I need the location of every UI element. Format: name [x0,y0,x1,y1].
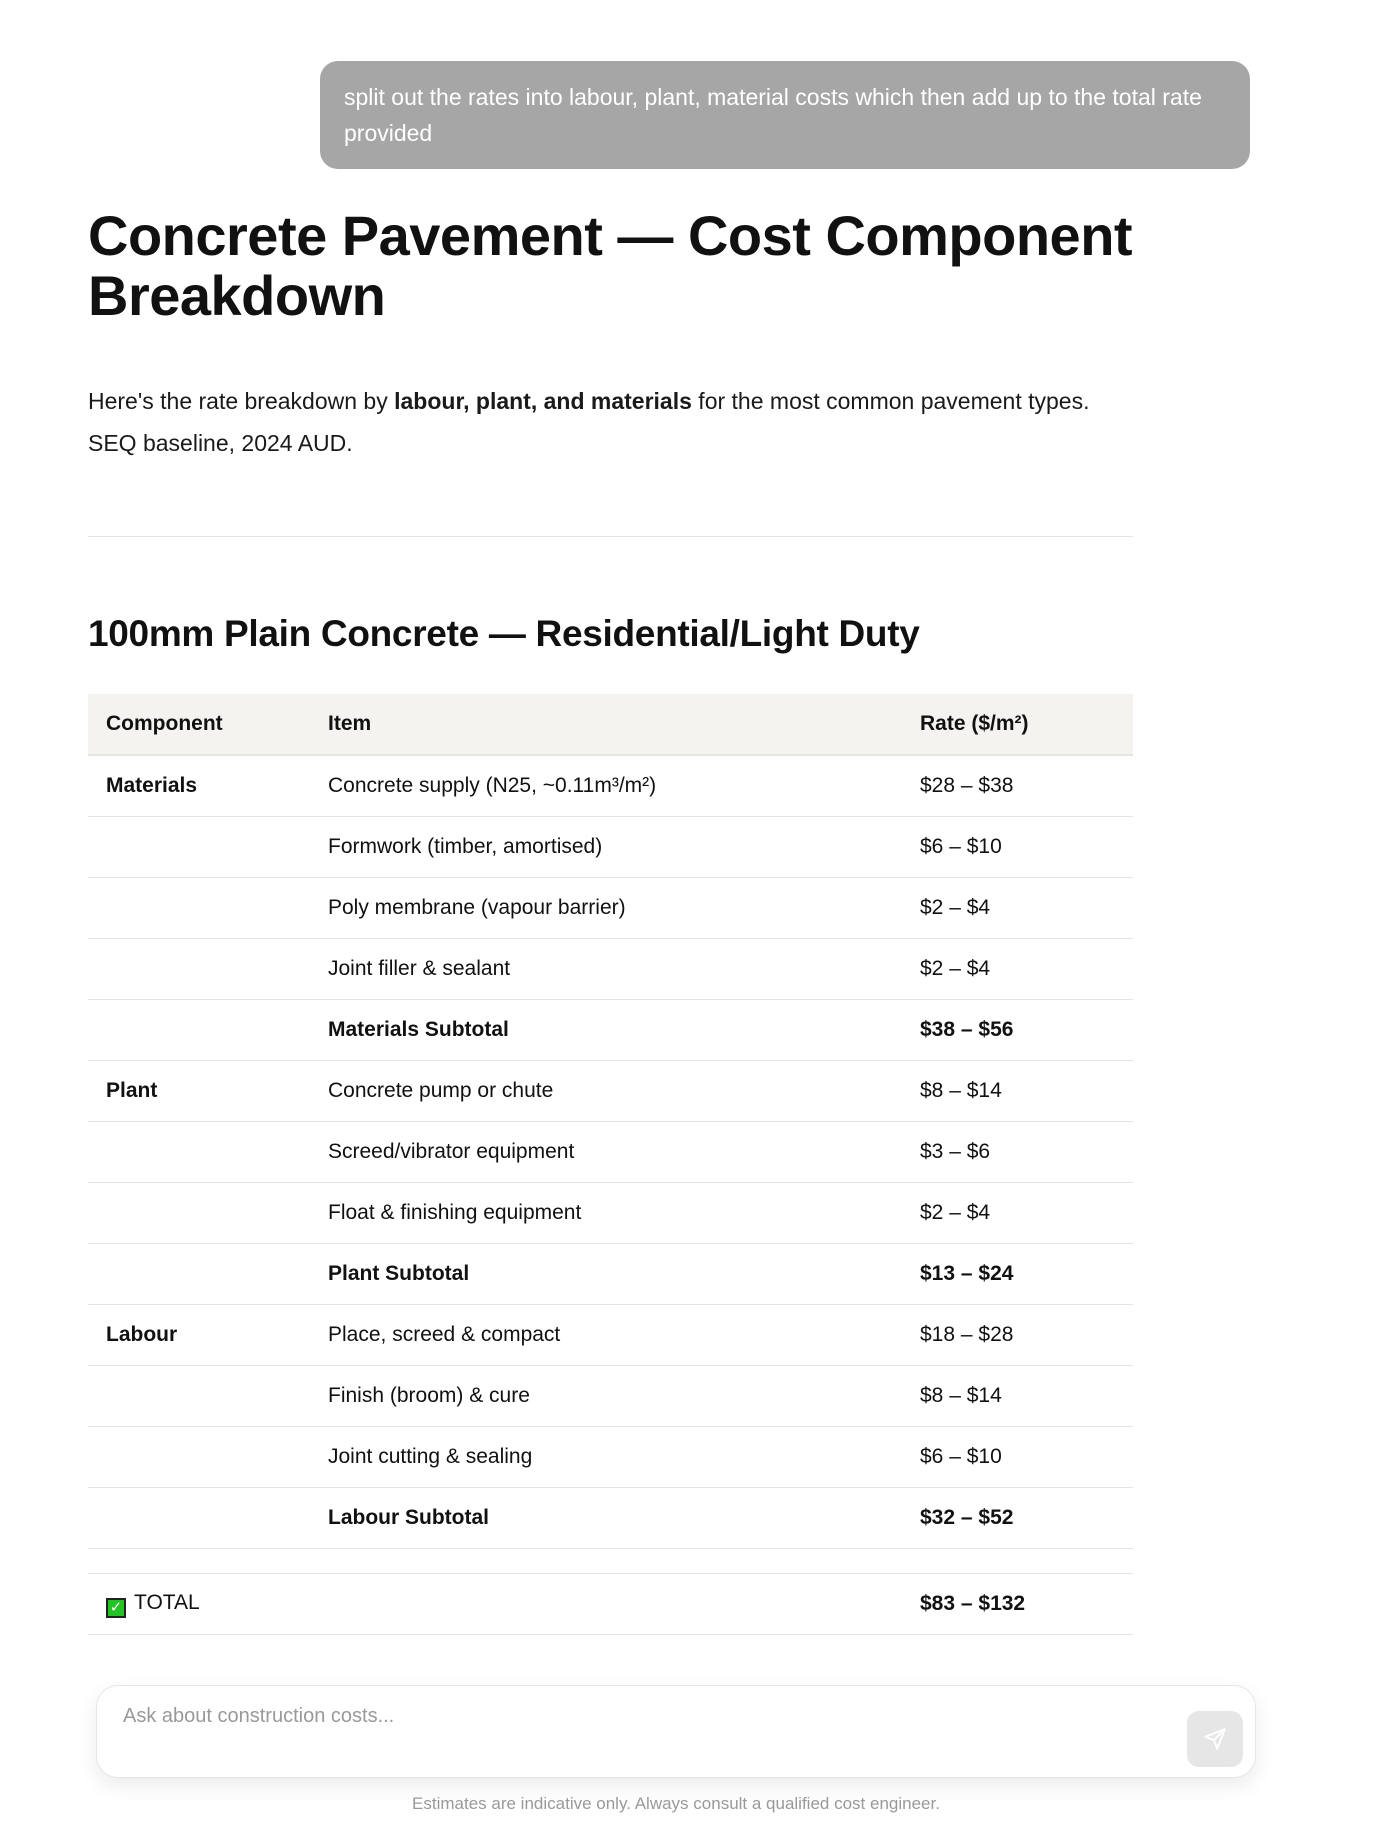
component-cell [88,1427,328,1488]
spacer-row [88,1549,1133,1574]
total-label: TOTAL [134,1590,200,1614]
component-cell [88,1366,328,1427]
cost-breakdown-table [88,694,1133,1635]
send-icon [1202,1726,1228,1752]
rate-cell: $2 – $4 [920,939,1133,1000]
table-row [88,1366,1133,1427]
rate-cell: $6 – $10 [920,1427,1133,1488]
rate-cell: $18 – $28 [920,1305,1133,1366]
table-row [88,755,1133,817]
rate-cell: $13 – $24 [920,1244,1133,1305]
component-cell [88,1244,328,1305]
rate-cell: $8 – $14 [920,1061,1133,1122]
table-row [88,1061,1133,1122]
item-cell: Formwork (timber, amortised) [328,817,920,878]
item-cell: Concrete supply (N25, ~0.11m³/m²) [328,755,920,817]
table-row [88,1244,1133,1305]
table-row [88,1000,1133,1061]
component-cell [88,1183,328,1244]
component-cell [88,1122,328,1183]
table-row [88,1122,1133,1183]
table-header-row [88,694,1133,755]
table-row [88,878,1133,939]
table-row [88,1427,1133,1488]
component-cell [88,1488,328,1549]
item-cell: Finish (broom) & cure [328,1366,920,1427]
chat-input[interactable] [121,1704,1175,1729]
item-cell: Float & finishing equipment [328,1183,920,1244]
rate-cell: $28 – $38 [920,755,1133,817]
component-cell: Materials [88,755,328,817]
intro-text-end: for the most common pavement types. SEQ baseline, 2024 AUD. [88,388,1090,456]
check-mark-button-icon: ✓ [106,1598,126,1618]
intro-bold: labour, plant, and materials [394,388,692,414]
table-row [88,939,1133,1000]
rate-cell: $38 – $56 [920,1000,1133,1061]
item-cell: Materials Subtotal [328,1000,920,1061]
component-cell [88,817,328,878]
table-row [88,817,1133,878]
total-rate: $83 – $132 [920,1574,1133,1635]
divider [88,536,1133,537]
item-cell: Screed/vibrator equipment [328,1122,920,1183]
component-cell [88,1000,328,1061]
item-cell: Labour Subtotal [328,1488,920,1549]
header-rate: Rate ($/m²) [920,694,1133,755]
table-row [88,1488,1133,1549]
rate-cell: $3 – $6 [920,1122,1133,1183]
header-component: Component [88,694,328,755]
item-cell: Place, screed & compact [328,1305,920,1366]
total-item-cell [328,1574,920,1635]
item-cell: Joint cutting & sealing [328,1427,920,1488]
component-cell [88,939,328,1000]
component-cell: Plant [88,1061,328,1122]
section-title: 100mm Plain Concrete — Residential/Light Duty [88,613,920,654]
table-row [88,1183,1133,1244]
rate-cell: $2 – $4 [920,1183,1133,1244]
user-message-bubble: split out the rates into labour, plant, material costs which then add up to the total rate provided [320,61,1250,169]
table-row [88,1305,1133,1366]
send-button[interactable] [1187,1711,1243,1767]
header-item: Item [328,694,920,755]
item-cell: Concrete pump or chute [328,1061,920,1122]
item-cell: Joint filler & sealant [328,939,920,1000]
component-cell [88,878,328,939]
component-cell: Labour [88,1305,328,1366]
chat-input-box [96,1685,1256,1778]
rate-cell: $8 – $14 [920,1366,1133,1427]
disclaimer-footer: Estimates are indicative only. Always consult a qualified cost engineer. [412,1794,940,1813]
intro-paragraph [88,380,1138,464]
intro-text: Here's the rate breakdown by [88,388,395,414]
page-title: Concrete Pavement — Cost Component Breakdown [88,204,1133,327]
item-cell: Plant Subtotal [328,1244,920,1305]
rate-cell: $32 – $52 [920,1488,1133,1549]
rate-cell: $6 – $10 [920,817,1133,878]
total-row [88,1574,1133,1635]
rate-cell: $2 – $4 [920,878,1133,939]
item-cell: Poly membrane (vapour barrier) [328,878,920,939]
total-label-cell [88,1574,328,1635]
